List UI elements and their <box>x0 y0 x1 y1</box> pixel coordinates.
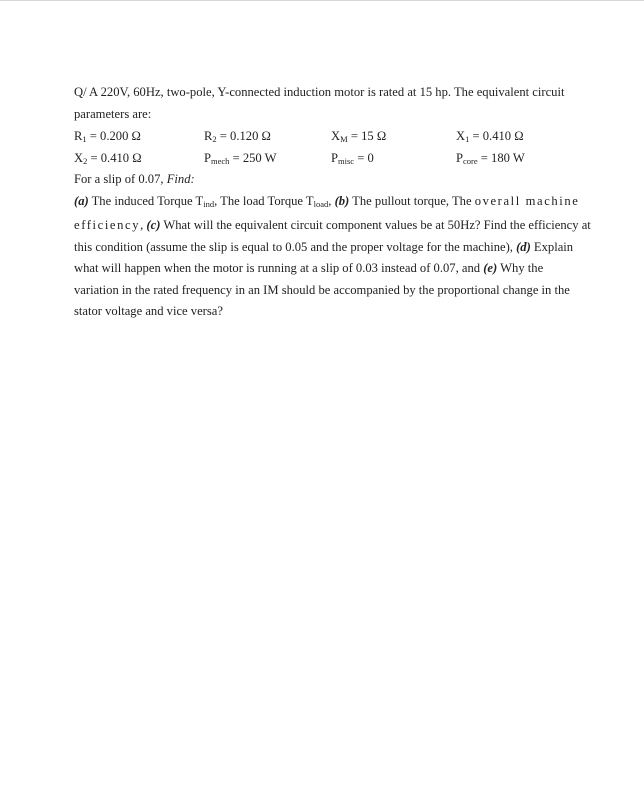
part-c-label: (c) <box>146 218 161 232</box>
part-d-label: (d) <box>516 239 531 254</box>
part-a-label: (a) <box>74 193 89 208</box>
part-b-label: (b) <box>334 193 350 208</box>
param-r2: $R_2 = 0.120$ Ω <box>204 129 271 144</box>
param-pmisc: $P_{misc} = 0$ <box>331 151 374 166</box>
parts-line-1: (a) The induced Torque $T_{ind}$, The load Torque $T_{load}$, (b) The pullout torque, The overall machine <box>74 193 580 209</box>
parts-line-4: what will happen when the motor is running at a slip of 0.03 instead of 0.07, and (e) Why the <box>74 261 544 275</box>
parts-line-3: this condition (assume the slip is equal to 0.05 and the proper voltage for the machine), (d) Explain <box>74 239 574 254</box>
parameter-table <box>74 125 594 169</box>
part-e-label: (e) <box>483 261 498 275</box>
question-intro-line-1: Q/ A 220V, 60Hz, two-pole, Y-connected induction motor is rated at 15 hp. The equivalent circuit <box>74 85 565 99</box>
param-r1: $R_1 = 0.200$ Ω <box>74 129 141 144</box>
question-parts <box>74 191 594 323</box>
param-pcore: $P_{core} = 180$ W <box>456 151 525 166</box>
param-pmech: $P_{mech} = 250$ W <box>204 151 277 166</box>
param-xm: $X_M = 15$ Ω <box>331 129 387 144</box>
slip-condition-line: For a slip of 0.07, Find: <box>74 172 195 186</box>
param-x2: $X_2 = 0.410$ Ω <box>74 151 142 166</box>
top-border <box>0 0 644 1</box>
question-intro-line-2: parameters are: <box>74 106 152 121</box>
parts-line-2: efficiency, (c) What will the equivalent circuit component values be at 50Hz? Find the efficiency at <box>74 218 591 232</box>
find-label: Find: <box>166 172 195 186</box>
question-document <box>74 82 594 323</box>
param-x1: $X_1 = 0.410$ Ω <box>456 129 524 144</box>
parts-line-6: stator voltage and vice versa? <box>74 304 223 318</box>
parts-line-5: variation in the rated frequency in an IM should be accompanied by the proportional change in the <box>74 282 570 297</box>
